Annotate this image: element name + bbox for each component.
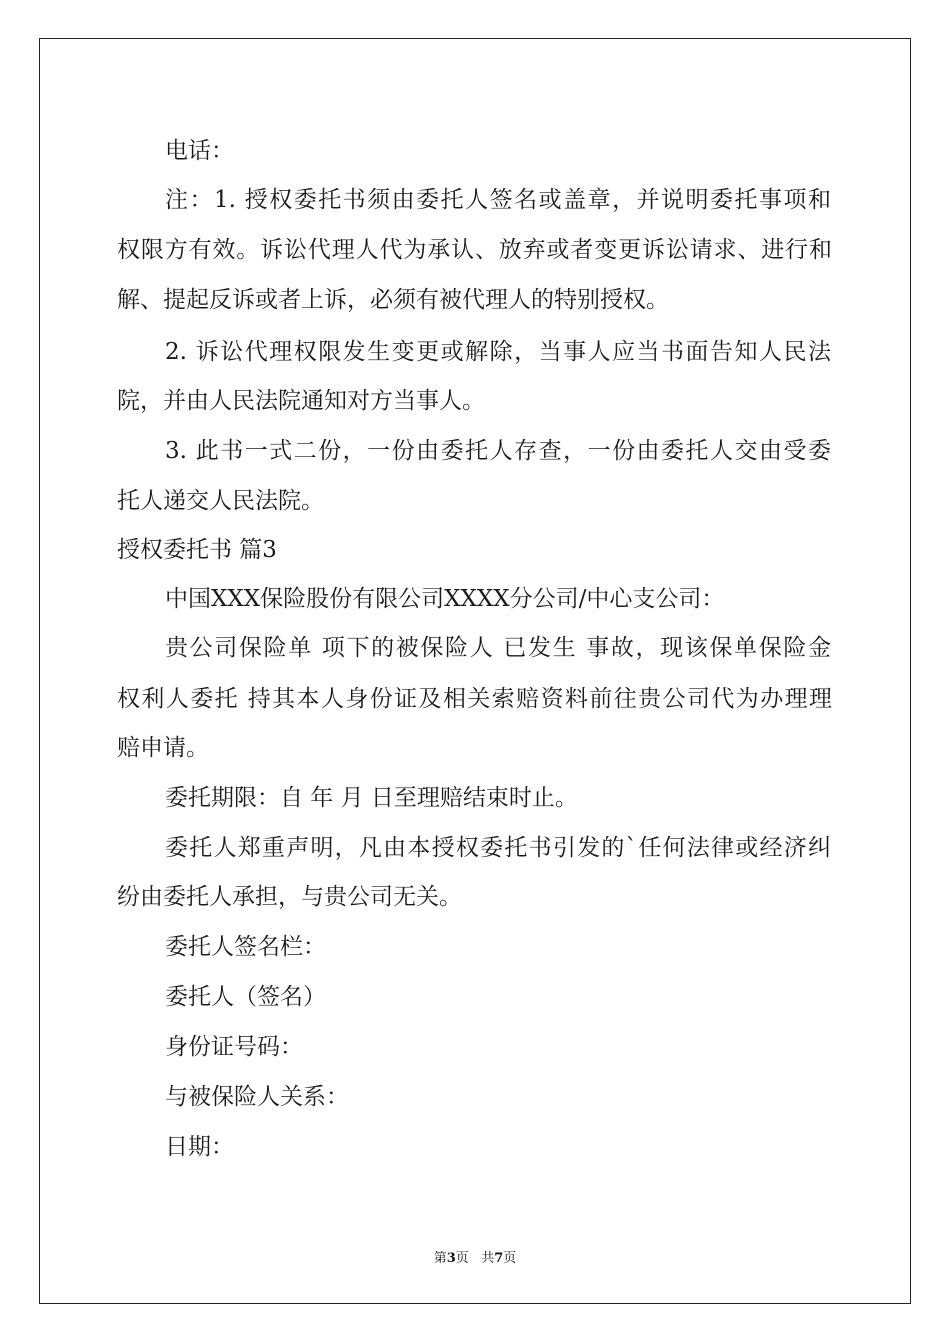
page-footer bbox=[0, 1247, 950, 1266]
text-line: 委托期限：自 年 月 日至理赔结束时止。 bbox=[165, 785, 578, 811]
total-pages: 7 bbox=[494, 1251, 504, 1266]
text-line: 院，并由人民法院通知对方当事人。 bbox=[117, 388, 485, 414]
text-line: 注：1. 授权委托书须由委托人签名或盖章，并说明委托事项和 bbox=[165, 187, 831, 213]
total-suffix: 页 bbox=[503, 1251, 517, 1266]
text-line: 身份证号码： bbox=[165, 1034, 303, 1060]
text-line: 日期： bbox=[165, 1134, 234, 1160]
page-suffix: 页 bbox=[455, 1251, 469, 1266]
text-line: 电话： bbox=[165, 138, 234, 164]
text-line: 中国XXX保险股份有限公司XXXX分公司/中心支公司： bbox=[165, 586, 725, 612]
text-line: 权利人委托 持其本人身份证及相关索赔资料前往贵公司代为办理理 bbox=[117, 686, 832, 712]
page-prefix: 第 bbox=[433, 1251, 447, 1266]
text-line: 赔申请。 bbox=[117, 735, 209, 761]
text-line: 权限方有效。诉讼代理人代为承认、放弃或者变更诉讼请求、进行和 bbox=[117, 237, 832, 263]
text-line: 托人递交人民法院。 bbox=[117, 488, 324, 514]
text-line: 委托人（签名） bbox=[165, 984, 326, 1010]
section-heading: 授权委托书 篇3 bbox=[117, 537, 277, 563]
text-line: 贵公司保险单 项下的被保险人 已发生 事故，现该保单保险金 bbox=[165, 635, 831, 661]
text-line: 解、提起反诉或者上诉，必须有被代理人的特别授权。 bbox=[117, 287, 669, 313]
text-line: 委托人郑重声明，凡由本授权委托书引发的`任何法律或经济纠 bbox=[165, 835, 831, 861]
text-line: 与被保险人关系： bbox=[165, 1084, 349, 1110]
total-prefix: 共 bbox=[481, 1251, 495, 1266]
text-line: 3. 此书一式二份，一份由委托人存查，一份由委托人交由受委 bbox=[165, 438, 831, 464]
page-border bbox=[39, 38, 911, 1304]
page-number: 3 bbox=[446, 1251, 456, 1266]
text-line: 2. 诉讼代理权限发生变更或解除，当事人应当书面告知人民法 bbox=[165, 339, 831, 365]
text-line: 委托人签名栏： bbox=[165, 934, 326, 960]
text-line: 纷由委托人承担，与贵公司无关。 bbox=[117, 884, 462, 910]
